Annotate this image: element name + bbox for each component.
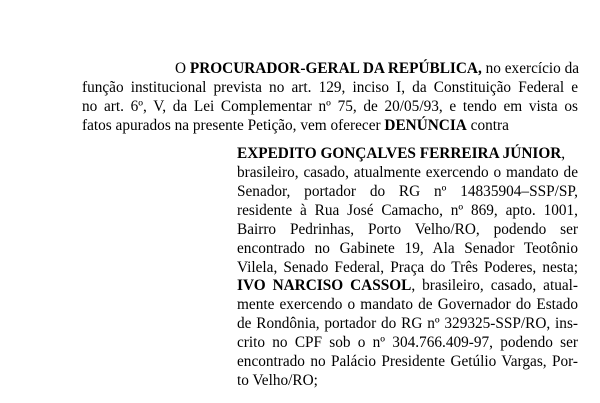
procurador-title: PROCURADOR-GERAL DA REPÚBLICA, (189, 60, 482, 77)
intro-line-1 (175, 59, 578, 78)
intro-line-3: no art. 6º, V, da Lei Complementar nº 75, de 20/05/93, e tendo em vista os (82, 98, 578, 115)
defendant-1-name: EXPEDITO GONÇALVES FERREIRA JÚNIOR (237, 145, 562, 162)
intro-line-2: função institucional prevista no art. 129, inciso I, da Constituição Federal e (82, 79, 578, 96)
defendant-1-line: brasileiro, casado, atualmente exercendo o mandato de (237, 164, 578, 181)
defendant-1-line: Vilela, Senado Federal, Praça do Três Poderes, nesta; (237, 259, 578, 276)
defendant-1-line: encontrado no Gabinete 19, Ala Senador Teotônio (237, 240, 578, 257)
defendant-1-line: residente à Rua José Camacho, nº 869, apto. 1001, (237, 202, 578, 219)
defendant-2-line: mente exercendo o mandato de Governador do Estado (237, 296, 578, 313)
intro-text: no exercício da (481, 60, 580, 77)
intro-text: contra (466, 117, 509, 134)
defendant-2-line: encontrado no Palácio Presidente Getúlio Vargas, Por- (237, 353, 578, 370)
defendant-2-name: IVO NARCISO CASSOL (237, 277, 412, 294)
defendant-1-name-suffix: , (561, 145, 566, 162)
defendant-2-line: crito no CPF sob o nº 304.766.409-97, podendo ser (237, 334, 578, 351)
intro-line-4 (82, 116, 509, 135)
intro-text: O (175, 60, 190, 77)
defendant-1-line: Bairro Pedrinhas, Porto Velho/RO, podendo ser (237, 221, 578, 238)
defendant-2-name-suffix: , brasileiro, casado, atual- (411, 277, 579, 294)
defendant-2-line: to Velho/RO; (237, 372, 318, 389)
intro-text: fatos apurados na presente Petição, vem oferecer (82, 117, 385, 134)
defendant-1-line: Senador, portador do RG nº 14835904–SSP/SP, (237, 183, 578, 200)
denuncia-label: DENÚNCIA (384, 117, 467, 134)
defendant-2-name-line (237, 276, 578, 295)
defendant-2-line: de Rondônia, portador do RG nº 329325-SSP/RO, ins- (237, 315, 578, 332)
defendant-1-name-line (237, 144, 578, 163)
